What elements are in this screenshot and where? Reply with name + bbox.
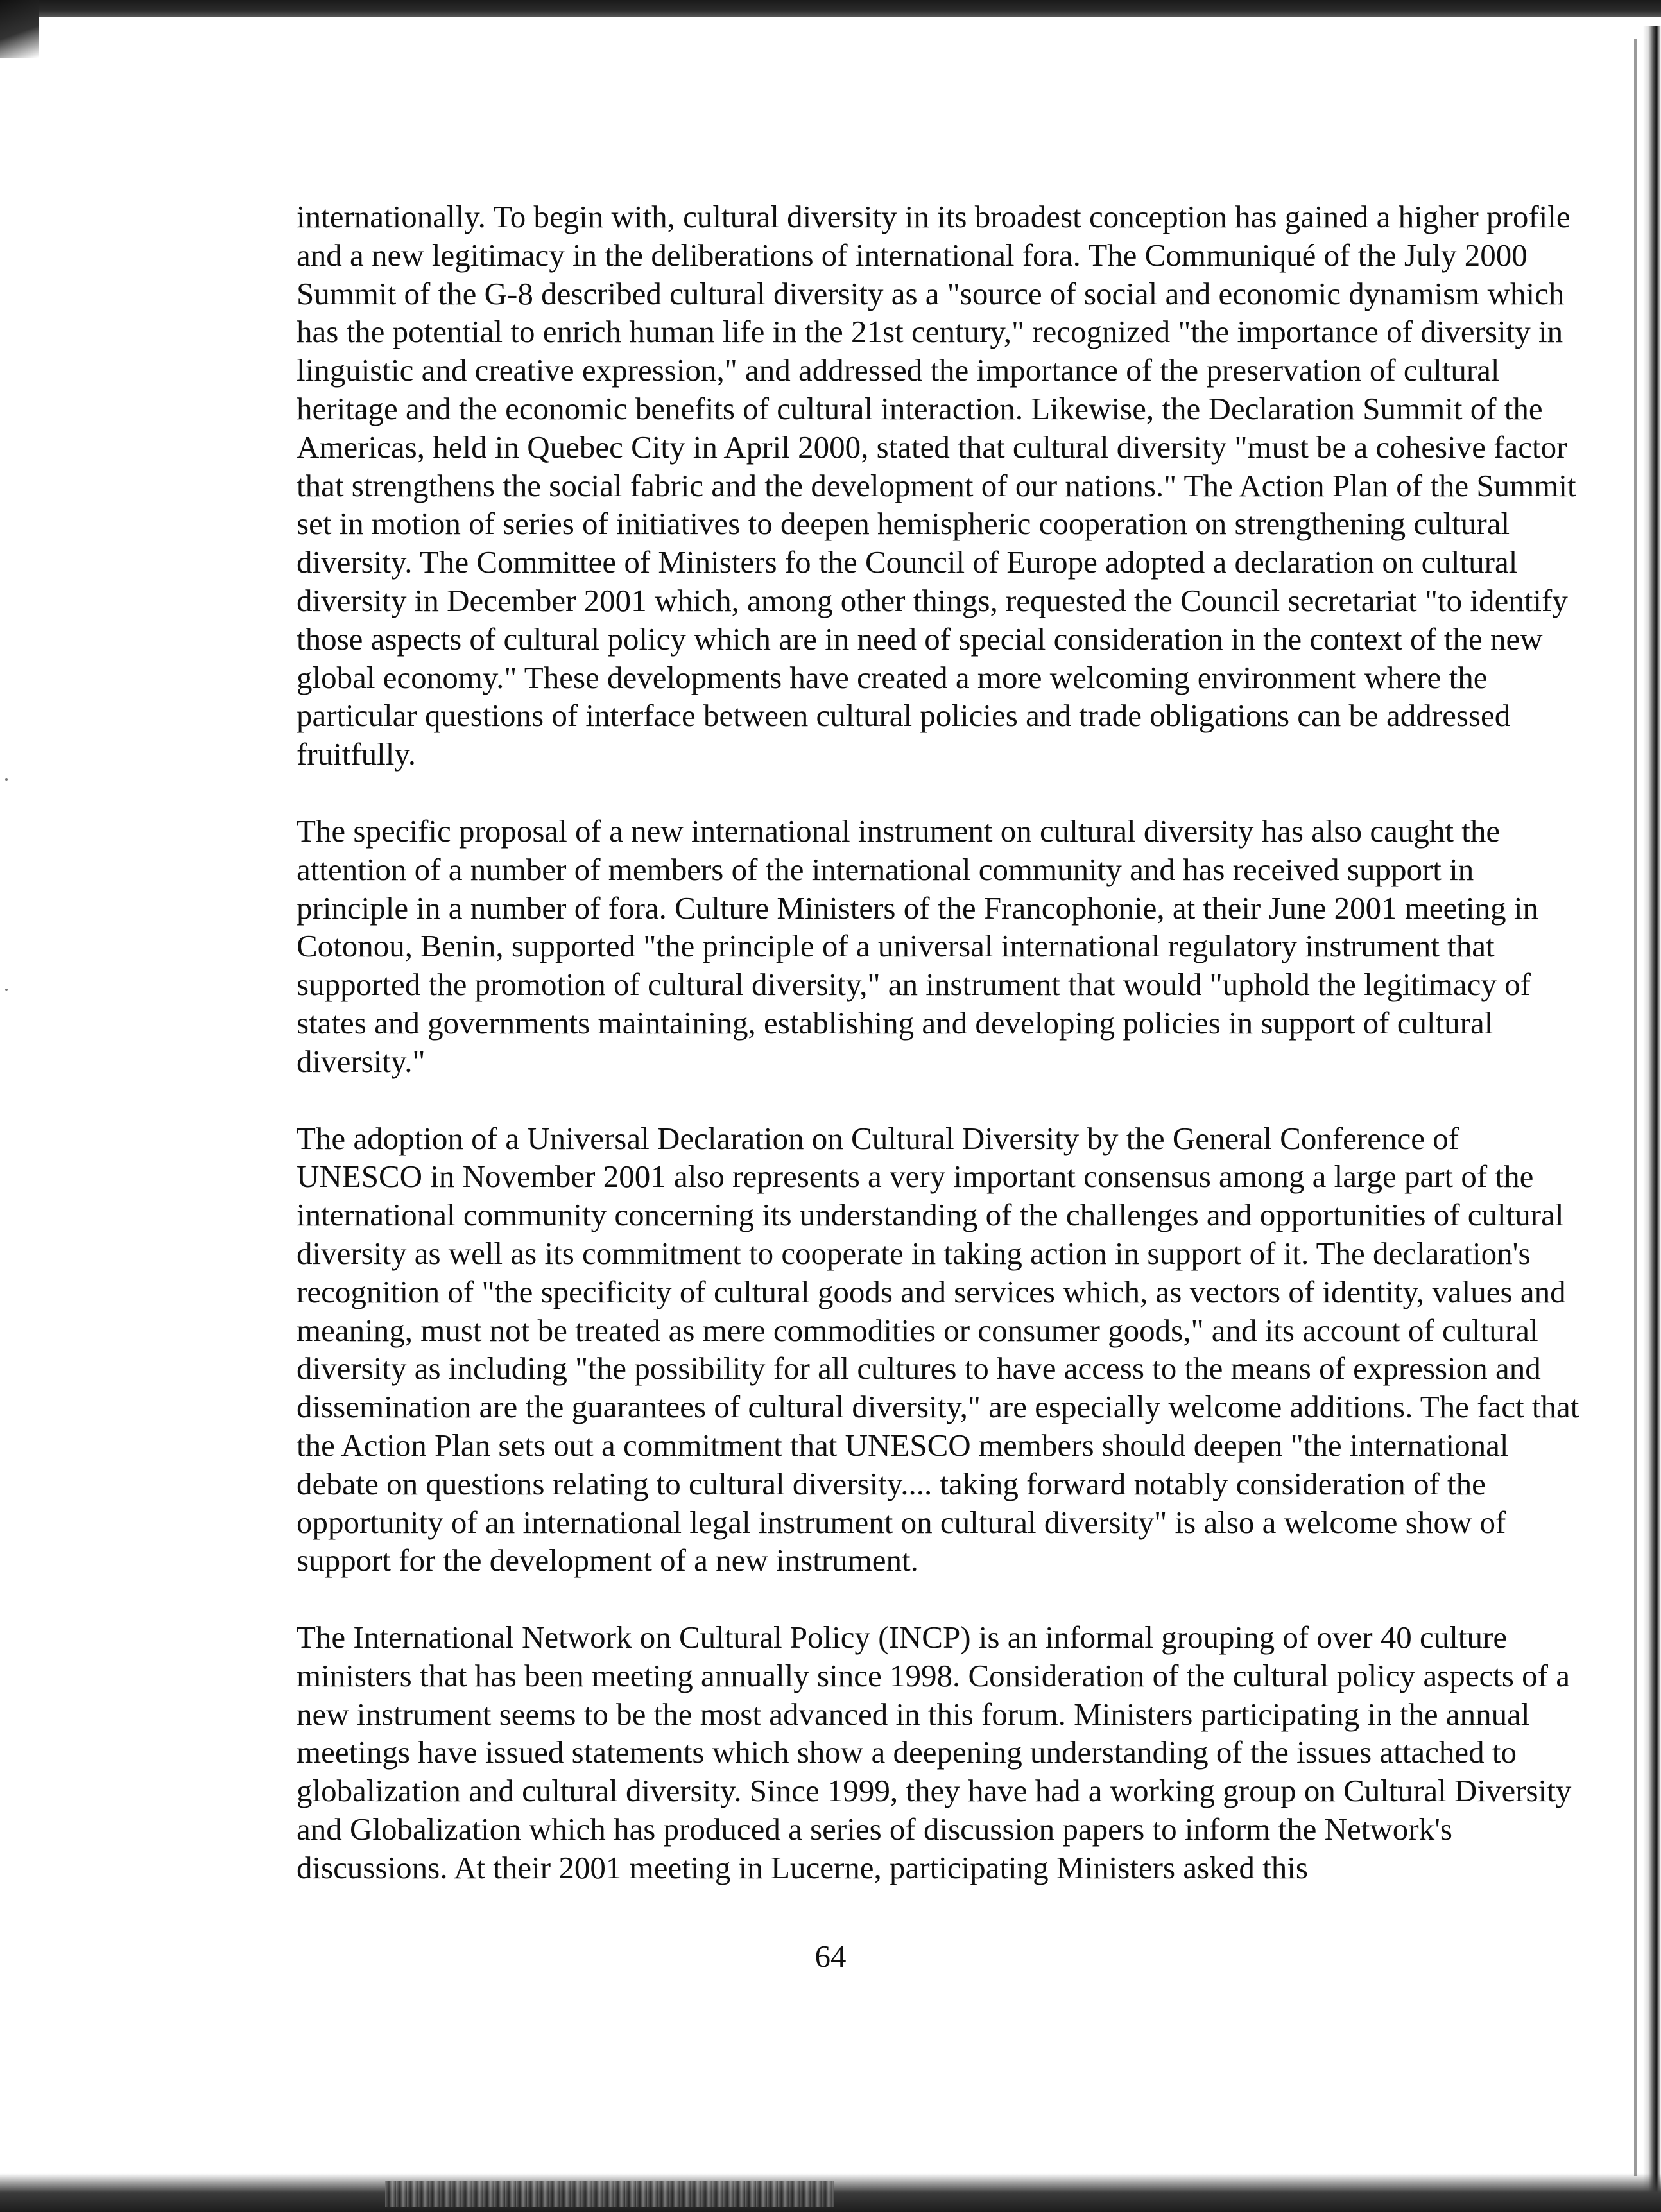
- paragraph: The adoption of a Universal Declaration on Cultural Diversity by the General Conference of UNESCO in November 2001 also represents a very important consensus among a large part of the international community concerning its understanding of the challenges and opportunities of cultural diversity as well as its commitment to cooperate in taking action in support of it. The declaration's recognition of "the specificity of cultural goods and services which, as vectors of identity, values and meaning, must not be treated as mere commodities or consumer goods," and its account of cultural diversity as including "the possibility for all cultures to have access to the means of expression and dissemination are the guarantees of cultural diversity," are especially welcome additions. The fact that the Action Plan sets out a commitment that UNESCO members should deepen "the international debate on questions relating to cultural diversity.... taking forward notably consideration of the opportunity of an international legal instrument on cultural diversity" is also a welcome show of support for the development of a new instrument.: [297, 1120, 1579, 1578]
- paragraph: The specific proposal of a new international instrument on cultural diversity has also caught the attention of a number of members of the international community and has received support in principle in a number of fora. Culture Ministers of the Francophonie, at their June 2001 meeting in Cotonou, Benin, supported "the principle of a universal international regulatory instrument that supported the promotion of cultural diversity," an instrument that would "uphold the legitimacy of states and governments maintaining, establishing and developing policies in support of cultural diversity.": [297, 813, 1539, 1079]
- document-body: [297, 198, 1587, 1926]
- scan-right-line: [1634, 39, 1637, 2176]
- scan-corner-shadow: [0, 0, 39, 58]
- scan-right-edge: [1643, 26, 1661, 2195]
- scan-speck: [5, 989, 8, 991]
- scan-speck: [5, 778, 8, 781]
- paragraph: The International Network on Cultural Policy (INCP) is an informal grouping of over 40 culture ministers that has been meeting annually since 1998. Consideration of the cultural policy aspects of a new instrument seems to be the most advanced in this forum. Ministers participating in the annual meetings have issued statements which show a deepening understanding of the issues attached to globalization and cultural diversity. Since 1999, they have had a working group on Cultural Diversity and Globalization which has produced a series of discussion papers to inform the Network's discussions. At their 2001 meeting in Lucerne, participating Ministers asked this: [297, 1620, 1572, 1885]
- scan-bottom-noise: [385, 2181, 834, 2207]
- paragraph: internationally. To begin with, cultural diversity in its broadest conception has gained a higher profile and a new legitimacy in the deliberations of international fora. The Communiqué of the July 2000 Summit of the G-8 described cultural diversity as a "source of social and economic dynamism which has the potential to enrich human life in the 21st century," recognized "the importance of diversity in linguistic and creative expression," and addressed the importance of the preservation of cultural heritage and the economic benefits of cultural interaction. Likewise, the Declaration Summit of the Americas, held in Quebec City in April 2000, stated that cultural diversity "must be a cohesive factor that strengthens the social fabric and the development of our nations." The Action Plan of the Summit set in motion of series of initiatives to deepen hemispheric cooperation on strengthening cultural diversity. The Committee of Ministers fo the Council of Europe adopted a declaration on cultural diversity in December 2001 which, among other things, requested the Council secretariat "to identify those aspects of cultural policy which are in need of special consideration in the context of the new global economy." These developments have created a more welcoming environment where the particular questions of interface between cultural policies and trade obligations can be addressed fruitfully.: [297, 199, 1576, 772]
- page-number: 64: [814, 1939, 847, 1974]
- scan-top-border: [0, 0, 1661, 17]
